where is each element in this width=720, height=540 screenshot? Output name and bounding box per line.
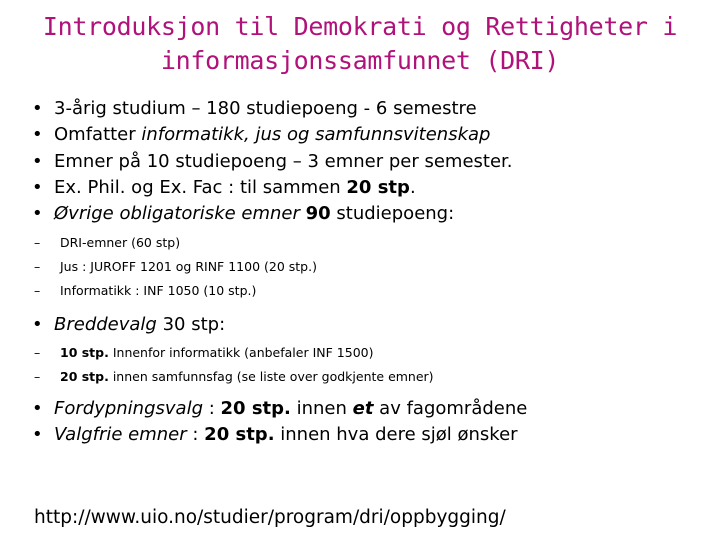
bullet-marker: •	[32, 314, 43, 335]
list-item-text-end: .	[409, 177, 416, 198]
sub-list-item-strong: 20 stp.	[60, 369, 109, 384]
dash-marker: –	[34, 369, 41, 384]
list-item	[32, 176, 416, 200]
list-item-text: 3-årig studium – 180 studiepoeng - 6 semestre	[54, 98, 477, 119]
bullet-marker: •	[32, 424, 43, 445]
bullet-marker: •	[32, 98, 43, 119]
slide-title-line-1: Introduksjon til Demokrati og Rettigheter i	[42, 12, 678, 41]
sub-list-item	[34, 344, 373, 362]
list-item-emphasis: Valgfrie emner	[54, 424, 187, 445]
bullet-marker: •	[32, 398, 43, 419]
list-item-text: Omfatter	[54, 124, 142, 145]
sub-list-item	[34, 282, 256, 300]
sub-list-item	[34, 258, 317, 276]
list-item	[32, 123, 490, 147]
list-item	[32, 423, 518, 447]
dash-marker: –	[34, 235, 41, 250]
sub-list-item-strong: 10 stp.	[60, 345, 109, 360]
list-item	[32, 97, 477, 121]
sub-list-item-text: innen samfunnsfag (se liste over godkjente emner)	[108, 369, 434, 384]
bullet-marker: •	[32, 203, 43, 224]
list-item-strong-emphasis: et	[352, 398, 374, 419]
list-item-text: innen	[290, 398, 353, 419]
dash-marker: –	[34, 345, 41, 360]
list-item-text: :	[203, 398, 221, 419]
list-item	[32, 397, 527, 421]
list-item-strong: 90	[305, 203, 331, 224]
slide-title	[0, 10, 720, 78]
list-item	[32, 150, 513, 174]
list-item-emphasis: informatikk, jus og samfunnsvitenskap	[141, 124, 491, 145]
list-item-text-end: studiepoeng:	[330, 203, 455, 224]
list-item-text-end: innen hva dere sjøl ønsker	[274, 424, 518, 445]
list-item-text-end: av fagområdene	[373, 398, 528, 419]
sub-list-item	[34, 368, 434, 386]
sub-list-item-text: Innenfor informatikk (anbefaler INF 1500)	[108, 345, 374, 360]
list-item-emphasis: Fordypningsvalg	[54, 398, 204, 419]
sub-list-item-text: Informatikk : INF 1050 (10 stp.)	[60, 283, 257, 298]
list-item-emphasis: Breddevalg	[54, 314, 157, 335]
bullet-marker: •	[32, 151, 43, 172]
program-url-link[interactable]: http://www.uio.no/studier/program/dri/oppbygging/	[34, 507, 506, 528]
sub-list-item-text: DRI-emner (60 stp)	[60, 235, 181, 250]
bullet-marker: •	[32, 177, 43, 198]
slide-title-line-2: informasjonssamfunnet (DRI)	[160, 46, 560, 75]
sub-list-item-text: Jus : JUROFF 1201 og RINF 1100 (20 stp.)	[60, 259, 317, 274]
list-item-text: Emner på 10 studiepoeng – 3 emner per semester.	[54, 151, 513, 172]
list-item-strong: 20 stp.	[220, 398, 291, 419]
list-item-emphasis: Øvrige obligatoriske emner	[54, 203, 306, 224]
dash-marker: –	[34, 283, 41, 298]
list-item	[32, 202, 454, 226]
bullet-marker: •	[32, 124, 43, 145]
list-item-strong: 20 stp.	[204, 424, 275, 445]
list-item	[32, 313, 225, 337]
list-item-text: Ex. Phil. og Ex. Fac : til sammen	[54, 177, 347, 198]
list-item-text-end: 30 stp:	[156, 314, 226, 335]
list-item-strong: 20 stp	[346, 177, 410, 198]
list-item-text: :	[186, 424, 205, 445]
sub-list-item	[34, 234, 180, 252]
dash-marker: –	[34, 259, 41, 274]
